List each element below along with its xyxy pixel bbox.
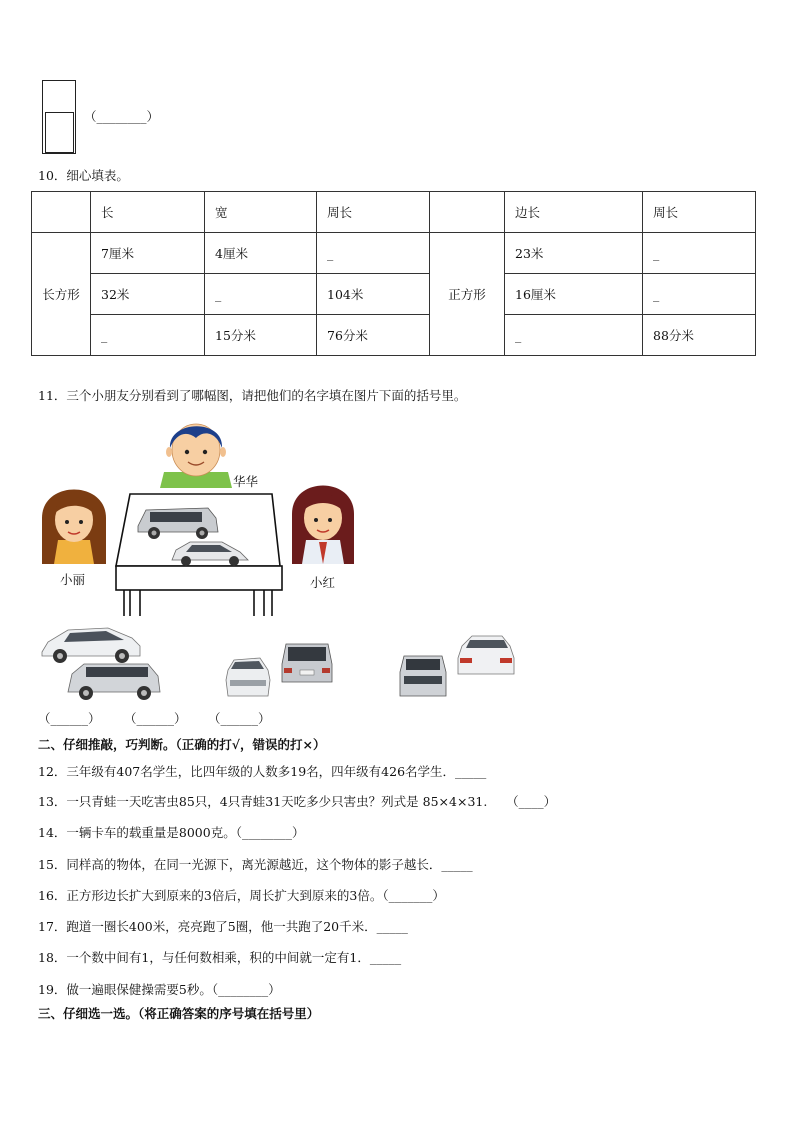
question-17: 17．跑道一圈长400米，亮亮跑了5圈，他一共跑了20千米．_____ <box>38 919 408 934</box>
header-cell-side: 边长 <box>505 192 643 233</box>
suv-side-view <box>68 664 160 700</box>
table-cell-blank[interactable]: _ <box>643 274 756 315</box>
question-16: 16．正方形边长扩大到原来的3倍后，周长扩大到原来的3倍。（_______） <box>38 888 445 903</box>
table-cell: 23米 <box>505 233 643 274</box>
name-huahua: 华华 <box>233 474 259 489</box>
question-19: 19．做一遍眼保健操需要5秒。（________） <box>38 982 281 997</box>
table-cell-blank[interactable]: _ <box>317 233 430 274</box>
q11-answer-blank-1[interactable]: （______） <box>38 711 101 726</box>
q11-answer-blank-3[interactable]: （______） <box>208 711 271 726</box>
table-cell: 88分米 <box>643 315 756 356</box>
question-14: 14．一辆卡车的载重量是8000克。（________） <box>38 825 305 840</box>
table-row <box>32 233 756 274</box>
fill-table <box>31 191 756 356</box>
table-row <box>32 315 756 356</box>
question-15: 15．同样高的物体，在同一光源下，离光源越近，这个物体的影子越长．_____ <box>38 857 473 872</box>
section2-heading: 二、仔细推敲，巧判断。（正确的打√，错误的打×） <box>38 737 326 752</box>
table-cell: 4厘米 <box>205 233 317 274</box>
table-cell: 16厘米 <box>505 274 643 315</box>
table-cell-blank[interactable]: _ <box>505 315 643 356</box>
table-header-row <box>32 192 756 233</box>
section3-heading: 三、仔细选一选。（将正确答案的序号填在括号里） <box>38 1006 320 1021</box>
table-row <box>32 274 756 315</box>
sedan-front-view <box>226 658 270 696</box>
scene-illustration <box>36 414 366 624</box>
table-cell-blank[interactable]: _ <box>643 233 756 274</box>
header-cell-length: 长 <box>91 192 205 233</box>
table-cell: 32米 <box>91 274 205 315</box>
name-xiaoli: 小丽 <box>60 572 86 587</box>
boy-huahua-figure <box>160 424 232 488</box>
sedan-side-view <box>42 628 140 663</box>
q11-title: 11．三个小朋友分别看到了哪幅图，请把他们的名字填在图片下面的括号里。 <box>38 388 467 403</box>
table-cell: 7厘米 <box>91 233 205 274</box>
table-cell-blank[interactable]: _ <box>205 274 317 315</box>
table-cell: 76分米 <box>317 315 430 356</box>
table-cell: 15分米 <box>205 315 317 356</box>
square-label: 正方形 <box>430 233 505 356</box>
q11-answer-blank-2[interactable]: （______） <box>124 711 187 726</box>
option-picture-3 <box>396 630 516 700</box>
header-cell <box>430 192 505 233</box>
option-picture-2 <box>220 636 338 702</box>
name-xiaohong: 小红 <box>310 575 336 590</box>
girl-xiaohong-figure <box>292 486 354 565</box>
table-cell: 104米 <box>317 274 430 315</box>
header-cell-perimeter: 周长 <box>317 192 430 233</box>
suv-rear-view <box>282 644 332 682</box>
table-cell-blank[interactable]: _ <box>91 315 205 356</box>
suv-front-view <box>400 656 446 696</box>
q9-answer-blank[interactable]: （________） <box>84 109 160 124</box>
question-12: 12．三年级有407名学生，比四年级的人数多19名，四年级有426名学生．_____ <box>38 764 487 779</box>
rectangle-figure-inner <box>45 112 74 153</box>
header-cell-perimeter: 周长 <box>643 192 756 233</box>
header-cell-width: 宽 <box>205 192 317 233</box>
question-13: 13．一只青蛙一天吃害虫85只，4只青蛙31天吃多少只害虫？列式是 85×4×31. （____） <box>38 794 557 809</box>
question-18: 18．一个数中间有1，与任何数相乘，积的中间就一定有1．_____ <box>38 950 402 965</box>
header-cell <box>32 192 91 233</box>
q10-title: 10．细心填表。 <box>38 168 129 183</box>
rect-label: 长方形 <box>32 233 91 356</box>
option-picture-1 <box>38 622 166 702</box>
girl-xiaoli-figure <box>42 490 106 565</box>
sedan-rear-view <box>458 636 514 674</box>
